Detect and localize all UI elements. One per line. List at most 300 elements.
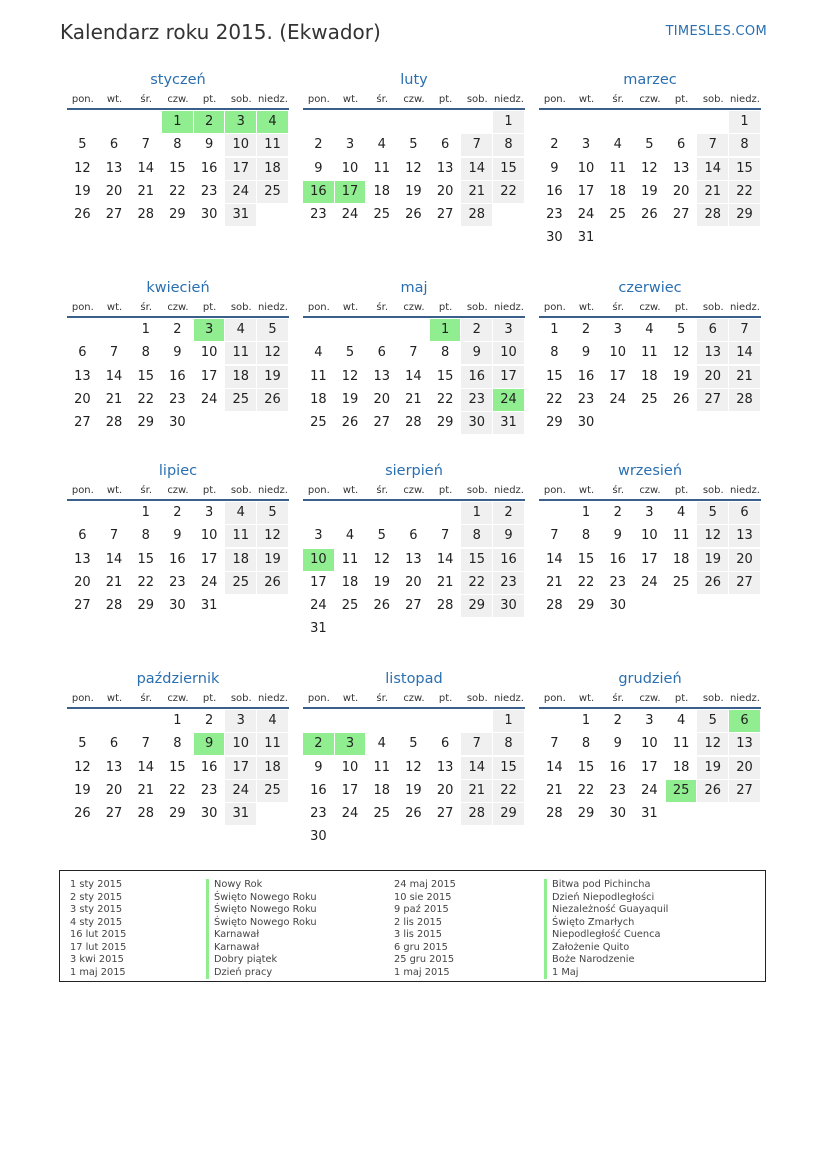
day-cell: 13 [105, 160, 123, 176]
day-cell: 19 [641, 183, 658, 199]
day-cell: 8 [173, 137, 182, 153]
day-cell: 26 [74, 806, 91, 822]
weekday-label: pt. [438, 302, 453, 313]
day-cell: 19 [697, 757, 728, 779]
weekday-label: czw. [167, 94, 189, 105]
empty-cell [335, 710, 366, 732]
day-cell: 23 [200, 183, 218, 199]
month-name: luty [400, 72, 428, 88]
empty-cell [366, 319, 397, 341]
weekday-label: sob. [702, 485, 724, 496]
day-cell: 9 [314, 160, 323, 176]
day-cell: 23 [169, 574, 186, 590]
day-cell: 17 [609, 368, 626, 384]
weekday-label: wt. [578, 693, 595, 704]
day-cell: 17 [641, 759, 658, 775]
day-cell: 15 [137, 368, 154, 384]
day-cell: 12 [74, 759, 91, 775]
day-cell: 22 [729, 181, 760, 203]
day-cell: 20 [729, 757, 760, 779]
day-cell: 25 [257, 181, 288, 203]
day-cell: 2 [173, 322, 182, 337]
day-cell: 14 [546, 759, 563, 775]
day-grid [303, 502, 525, 642]
month-block [303, 72, 525, 227]
day-cell: 2 [613, 713, 622, 728]
day-cell: 1 [729, 111, 760, 133]
day-cell: 16 [461, 366, 492, 388]
empty-cell [398, 502, 429, 524]
day-cell: 22 [169, 782, 186, 798]
empty-cell [335, 502, 366, 524]
day-cell: 4 [257, 710, 288, 732]
day-cell: 23 [461, 389, 492, 411]
holiday-day-cell: 3 [335, 733, 366, 755]
day-cell: 22 [546, 391, 563, 407]
day-cell: 5 [345, 345, 355, 361]
day-cell: 9 [613, 736, 622, 752]
legend-name: Święto Zmarłych [544, 917, 668, 930]
day-cell: 3 [345, 137, 355, 153]
weekday-label: czw. [167, 485, 189, 496]
legend-name: Dzień pracy [206, 967, 317, 980]
day-cell: 29 [436, 415, 454, 431]
day-cell: 12 [672, 345, 690, 361]
day-cell: 26 [373, 598, 390, 614]
day-cell: 21 [405, 391, 422, 407]
day-cell: 13 [74, 368, 91, 384]
day-cell: 18 [373, 183, 390, 199]
weekday-label: śr. [376, 94, 389, 105]
day-cell: 18 [641, 368, 658, 384]
day-cell: 21 [105, 574, 123, 590]
holiday-day-cell: 25 [666, 780, 697, 802]
empty-cell [398, 319, 429, 341]
day-cell: 29 [169, 207, 186, 223]
weekday-label: śr. [612, 485, 625, 496]
day-cell: 22 [493, 780, 524, 802]
weekday-label: pon. [307, 302, 330, 313]
holiday-day-cell: 6 [729, 710, 760, 732]
day-cell: 13 [74, 551, 91, 567]
legend-dates-right [394, 879, 456, 979]
day-cell: 7 [550, 528, 559, 544]
day-cell: 1 [141, 505, 150, 520]
legend-name: Święto Nowego Roku [206, 917, 317, 930]
day-cell: 11 [225, 342, 256, 364]
day-cell: 3 [225, 710, 256, 732]
day-cell: 25 [641, 391, 658, 407]
day-cell: 1 [173, 713, 182, 728]
day-cell: 20 [672, 183, 690, 199]
day-cell: 26 [405, 806, 422, 822]
day-cell: 27 [105, 207, 123, 223]
day-cell: 27 [405, 598, 422, 614]
day-cell: 21 [729, 366, 760, 388]
day-cell: 25 [257, 780, 288, 802]
empty-cell [666, 111, 697, 133]
day-cell: 1 [461, 502, 492, 524]
legend-date: 24 maj 2015 [394, 879, 456, 890]
day-cell: 31 [493, 412, 524, 434]
day-cell: 17 [225, 757, 256, 779]
weekday-label: wt. [342, 302, 359, 313]
day-cell: 13 [697, 342, 728, 364]
day-cell: 22 [577, 574, 595, 590]
day-cell: 24 [641, 574, 658, 590]
day-cell: 14 [546, 551, 563, 567]
day-cell: 23 [200, 782, 218, 798]
day-cell: 10 [225, 134, 256, 156]
day-cell: 8 [493, 134, 524, 156]
day-cell: 21 [137, 183, 154, 199]
empty-cell [430, 111, 461, 133]
empty-cell [335, 319, 366, 341]
weekday-label: śr. [140, 485, 153, 496]
weekday-label: niedz. [493, 302, 524, 313]
day-cell: 7 [109, 528, 119, 544]
weekday-label: pon. [71, 485, 94, 496]
day-cell: 13 [436, 759, 454, 775]
day-cell: 27 [729, 780, 760, 802]
day-cell: 31 [641, 806, 658, 822]
day-cell: 10 [609, 345, 626, 361]
legend-date: 1 maj 2015 [394, 966, 450, 978]
weekday-label: niedz. [729, 693, 760, 704]
day-cell: 11 [609, 160, 626, 176]
day-grid [303, 319, 525, 435]
day-cell: 9 [493, 525, 524, 547]
day-cell: 23 [609, 574, 626, 590]
day-cell: 1 [581, 713, 591, 728]
holiday-day-cell: 9 [194, 733, 225, 755]
day-cell: 11 [341, 551, 359, 567]
day-cell: 25 [225, 389, 256, 411]
empty-cell [398, 710, 429, 732]
day-grid [67, 710, 289, 826]
day-cell: 28 [461, 803, 492, 825]
day-cell: 30 [200, 806, 218, 822]
empty-cell [130, 111, 161, 133]
weekday-label: czw. [167, 302, 189, 313]
empty-cell [99, 319, 130, 341]
day-cell: 4 [676, 713, 686, 728]
day-cell: 10 [641, 736, 658, 752]
day-cell: 20 [105, 183, 123, 199]
day-cell: 3 [645, 713, 654, 728]
weekday-label: niedz. [729, 302, 760, 313]
day-cell: 28 [405, 415, 422, 431]
weekday-label: pt. [202, 485, 217, 496]
day-cell: 24 [200, 574, 218, 590]
day-cell: 25 [310, 415, 327, 431]
day-cell: 15 [169, 160, 186, 176]
weekday-label: sob. [702, 302, 724, 313]
empty-cell [99, 502, 130, 524]
day-cell: 5 [676, 322, 686, 337]
legend-date: 17 lut 2015 [70, 941, 127, 953]
weekday-label: śr. [376, 485, 389, 496]
day-cell: 17 [200, 368, 218, 384]
day-cell: 12 [257, 342, 288, 364]
day-cell: 2 [613, 505, 622, 520]
day-cell: 27 [74, 598, 91, 614]
weekday-header [303, 693, 525, 709]
day-cell: 2 [204, 713, 214, 728]
day-cell: 17 [341, 782, 359, 798]
day-cell: 4 [377, 137, 386, 153]
day-cell: 23 [310, 806, 327, 822]
month-name: kwiecień [146, 280, 210, 296]
day-cell: 29 [729, 204, 760, 226]
legend-date: 2 lis 2015 [394, 916, 442, 928]
day-cell: 11 [310, 368, 327, 384]
legend-name: Święto Nowego Roku [206, 892, 317, 905]
day-cell: 2 [550, 137, 559, 153]
day-cell: 8 [461, 525, 492, 547]
weekday-header [539, 485, 761, 501]
day-cell: 18 [373, 782, 390, 798]
day-cell: 14 [105, 551, 123, 567]
day-cell: 11 [641, 345, 658, 361]
day-cell: 14 [436, 551, 454, 567]
day-cell: 17 [493, 366, 524, 388]
weekday-header [539, 302, 761, 318]
day-cell: 31 [310, 621, 327, 637]
day-cell: 13 [729, 525, 760, 547]
day-cell: 8 [173, 736, 182, 752]
day-cell: 22 [137, 391, 154, 407]
day-cell: 14 [461, 158, 492, 180]
empty-cell [67, 502, 98, 524]
day-cell: 4 [676, 505, 686, 520]
day-cell: 21 [105, 391, 123, 407]
day-cell: 12 [697, 733, 728, 755]
empty-cell [634, 111, 665, 133]
day-cell: 24 [609, 391, 626, 407]
day-cell: 23 [546, 207, 563, 223]
day-cell: 21 [461, 181, 492, 203]
day-cell: 9 [581, 345, 591, 361]
day-cell: 10 [200, 345, 218, 361]
weekday-header [67, 94, 289, 110]
holiday-day-cell: 3 [194, 319, 225, 341]
day-cell: 26 [257, 572, 288, 594]
day-cell: 22 [169, 183, 186, 199]
day-cell: 23 [493, 572, 524, 594]
empty-cell [67, 111, 98, 133]
day-cell: 15 [436, 368, 454, 384]
legend-name: Niepodległość Cuenca [544, 929, 668, 942]
day-cell: 6 [440, 736, 450, 752]
day-cell: 6 [109, 736, 119, 752]
day-cell: 6 [697, 319, 728, 341]
day-cell: 16 [200, 160, 218, 176]
holiday-day-cell: 2 [194, 111, 225, 133]
day-cell: 13 [105, 759, 123, 775]
weekday-label: pt. [674, 693, 689, 704]
day-cell: 11 [672, 736, 690, 752]
weekday-label: wt. [578, 302, 595, 313]
day-cell: 19 [697, 549, 728, 571]
day-cell: 21 [137, 782, 154, 798]
day-cell: 13 [373, 368, 390, 384]
day-cell: 3 [204, 505, 214, 520]
day-cell: 5 [78, 736, 87, 752]
day-cell: 30 [609, 806, 626, 822]
day-cell: 15 [546, 368, 563, 384]
day-cell: 2 [493, 502, 524, 524]
month-block [67, 671, 289, 826]
legend-date: 3 kwi 2015 [70, 954, 124, 965]
day-cell: 17 [577, 183, 595, 199]
day-cell: 20 [436, 183, 454, 199]
day-cell: 26 [672, 391, 690, 407]
weekday-label: czw. [403, 693, 425, 704]
empty-cell [130, 710, 161, 732]
day-cell: 1 [493, 710, 524, 732]
day-cell: 9 [173, 528, 182, 544]
day-cell: 5 [697, 502, 728, 524]
day-cell: 29 [493, 803, 524, 825]
day-cell: 22 [577, 782, 595, 798]
day-cell: 27 [672, 207, 690, 223]
day-cell: 27 [436, 207, 454, 223]
day-cell: 1 [493, 111, 524, 133]
month-name: listopad [385, 671, 443, 687]
brand-link[interactable]: TIMESLES.COM [665, 24, 767, 39]
month-name: marzec [623, 72, 677, 88]
empty-cell [398, 111, 429, 133]
day-cell: 9 [461, 342, 492, 364]
day-cell: 24 [341, 207, 359, 223]
day-cell: 16 [493, 549, 524, 571]
day-cell: 18 [609, 183, 626, 199]
day-cell: 4 [225, 502, 256, 524]
day-cell: 14 [729, 342, 760, 364]
weekday-label: pt. [202, 94, 217, 105]
day-cell: 24 [577, 207, 595, 223]
day-cell: 20 [436, 782, 454, 798]
weekday-label: pt. [438, 94, 453, 105]
day-cell: 5 [78, 137, 87, 153]
month-block [303, 280, 525, 435]
legend-date: 3 sty 2015 [70, 904, 123, 915]
legend-date: 25 gru 2015 [394, 954, 455, 965]
day-cell: 10 [200, 528, 218, 544]
weekday-label: pon. [543, 693, 566, 704]
day-cell: 16 [169, 368, 186, 384]
day-cell: 12 [405, 160, 422, 176]
weekday-label: pon. [307, 94, 330, 105]
legend-name: Nowy Rok [206, 879, 317, 892]
day-cell: 27 [74, 415, 91, 431]
holiday-day-cell: 10 [303, 549, 334, 571]
day-cell: 10 [577, 160, 595, 176]
weekday-label: wt. [106, 94, 123, 105]
day-cell: 3 [581, 137, 591, 153]
day-cell: 18 [257, 158, 288, 180]
empty-cell [303, 502, 334, 524]
day-cell: 27 [373, 415, 390, 431]
weekday-label: czw. [639, 693, 661, 704]
day-cell: 15 [493, 158, 524, 180]
holiday-day-cell: 3 [225, 111, 256, 133]
day-cell: 19 [257, 549, 288, 571]
day-cell: 27 [697, 389, 728, 411]
holiday-day-cell: 2 [303, 733, 334, 755]
weekday-label: czw. [403, 302, 425, 313]
day-cell: 16 [609, 551, 626, 567]
month-name: lipiec [158, 463, 198, 479]
day-cell: 19 [74, 183, 91, 199]
day-cell: 26 [405, 207, 422, 223]
day-cell: 5 [409, 736, 418, 752]
day-cell: 2 [173, 505, 182, 520]
day-cell: 19 [373, 574, 390, 590]
day-cell: 24 [200, 391, 218, 407]
weekday-label: pon. [307, 485, 330, 496]
day-cell: 28 [436, 598, 454, 614]
weekday-label: pt. [438, 693, 453, 704]
day-cell: 5 [409, 137, 418, 153]
weekday-label: pon. [71, 94, 94, 105]
day-cell: 19 [341, 391, 359, 407]
day-cell: 21 [436, 574, 454, 590]
day-cell: 8 [729, 134, 760, 156]
day-cell: 23 [310, 207, 327, 223]
day-cell: 23 [577, 391, 595, 407]
day-cell: 9 [314, 759, 323, 775]
day-cell: 20 [373, 391, 390, 407]
day-cell: 28 [546, 806, 563, 822]
day-cell: 8 [493, 733, 524, 755]
day-cell: 15 [577, 551, 595, 567]
legend-date: 3 lis 2015 [394, 929, 442, 940]
month-block [539, 72, 761, 251]
day-cell: 2 [581, 322, 591, 337]
holiday-day-cell: 1 [430, 319, 461, 341]
day-cell: 12 [257, 525, 288, 547]
empty-cell [539, 111, 570, 133]
weekday-header [303, 302, 525, 318]
day-cell: 15 [169, 759, 186, 775]
weekday-label: śr. [612, 94, 625, 105]
day-cell: 6 [676, 137, 686, 153]
day-cell: 13 [729, 733, 760, 755]
holiday-day-cell: 4 [257, 111, 288, 133]
month-block [539, 671, 761, 826]
weekday-label: pt. [674, 485, 689, 496]
month-name: maj [400, 280, 428, 296]
legend-date: 4 sty 2015 [70, 916, 123, 928]
day-cell: 26 [257, 389, 288, 411]
legend-names-right [544, 879, 668, 979]
day-cell: 6 [729, 502, 760, 524]
weekday-label: wt. [106, 302, 123, 313]
day-grid [303, 111, 525, 227]
day-cell: 19 [405, 782, 422, 798]
day-cell: 18 [257, 757, 288, 779]
day-cell: 21 [697, 181, 728, 203]
day-cell: 12 [74, 160, 91, 176]
day-cell: 29 [577, 598, 595, 614]
day-cell: 30 [546, 230, 563, 246]
day-grid [539, 319, 761, 435]
day-cell: 14 [461, 757, 492, 779]
weekday-label: śr. [140, 94, 153, 105]
day-cell: 29 [577, 806, 595, 822]
